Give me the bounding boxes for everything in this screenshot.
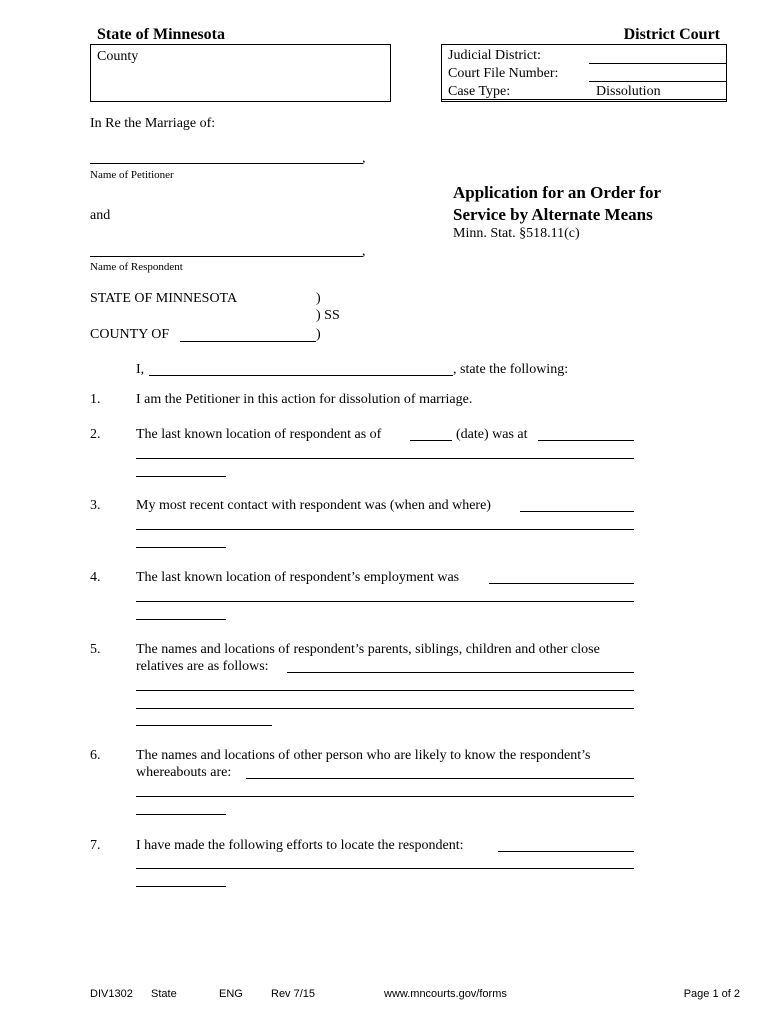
answer-line[interactable] bbox=[136, 814, 226, 815]
county-label: County bbox=[97, 49, 139, 64]
respondent-label: Name of Respondent bbox=[90, 261, 183, 273]
item-text: The last known location of respondent’s employment was bbox=[136, 570, 460, 585]
item-number: 2. bbox=[90, 427, 101, 442]
last-known-location-field[interactable] bbox=[538, 440, 634, 441]
item-text: The last known location of respondent as of bbox=[136, 427, 382, 442]
item-number: 3. bbox=[90, 498, 101, 513]
item-text: The names and locations of respondent’s parents, siblings, children and other close bbox=[136, 642, 600, 657]
last-known-date-field[interactable] bbox=[410, 440, 452, 441]
item-text: whereabouts are: bbox=[136, 765, 232, 780]
doc-title-line2: Service by Alternate Means bbox=[453, 205, 653, 224]
doc-title-line1: Application for an Order for bbox=[453, 183, 662, 202]
answer-line[interactable] bbox=[489, 583, 634, 584]
item-number: 5. bbox=[90, 642, 101, 657]
statement-prefix: I, bbox=[136, 362, 145, 377]
footer-state: State bbox=[151, 988, 177, 1000]
item-text: I have made the following efforts to locate the respondent: bbox=[136, 838, 464, 853]
court-file-number-label: Court File Number: bbox=[448, 66, 559, 81]
answer-line[interactable] bbox=[136, 458, 634, 459]
petitioner-name-field[interactable] bbox=[90, 163, 363, 164]
footer-page-number: Page 1 of 2 bbox=[683, 988, 740, 1000]
statute-citation: Minn. Stat. §518.11(c) bbox=[453, 226, 580, 241]
item-number: 6. bbox=[90, 748, 101, 763]
answer-line[interactable] bbox=[136, 529, 634, 530]
answer-line[interactable] bbox=[520, 511, 634, 512]
answer-line[interactable] bbox=[136, 547, 226, 548]
court-file-number-field[interactable] bbox=[589, 81, 726, 82]
item-text: (date) was at bbox=[456, 427, 528, 442]
judicial-district-label: Judicial District: bbox=[448, 48, 541, 63]
county-field[interactable] bbox=[90, 44, 391, 102]
respondent-comma: , bbox=[362, 244, 366, 259]
answer-line[interactable] bbox=[136, 886, 226, 887]
and-label: and bbox=[90, 208, 111, 223]
venue-state: STATE OF MINNESOTA bbox=[90, 291, 238, 306]
answer-line[interactable] bbox=[136, 601, 634, 602]
case-info-box bbox=[441, 44, 727, 102]
case-type-label: Case Type: bbox=[448, 84, 511, 99]
answer-line[interactable] bbox=[287, 672, 634, 673]
answer-line[interactable] bbox=[136, 725, 272, 726]
footer-form-id: DIV1302 bbox=[90, 988, 133, 1000]
item-text: relatives are as follows: bbox=[136, 659, 269, 674]
court-title: District Court bbox=[623, 26, 720, 43]
case-type-divider bbox=[442, 99, 726, 100]
item-text: I am the Petitioner in this action for dissolution of marriage. bbox=[136, 392, 473, 407]
respondent-name-field[interactable] bbox=[90, 256, 363, 257]
statement-suffix: , state the following: bbox=[453, 362, 569, 377]
answer-line[interactable] bbox=[136, 619, 226, 620]
footer-lang: ENG bbox=[219, 988, 243, 1000]
petitioner-comma: , bbox=[362, 151, 366, 166]
answer-line[interactable] bbox=[136, 690, 634, 691]
answer-line[interactable] bbox=[498, 851, 634, 852]
answer-line[interactable] bbox=[136, 868, 634, 869]
judicial-district-field[interactable] bbox=[589, 63, 726, 64]
footer-rev: Rev 7/15 bbox=[271, 988, 316, 1000]
item-text: The names and locations of other person who are likely to know the respondent’s bbox=[136, 748, 591, 763]
affiant-name-field[interactable] bbox=[149, 375, 453, 376]
petitioner-label: Name of Petitioner bbox=[90, 169, 174, 181]
venue-paren-1: ) bbox=[316, 291, 321, 306]
item-number: 1. bbox=[90, 392, 101, 407]
answer-line[interactable] bbox=[246, 778, 634, 779]
venue-county-field[interactable] bbox=[180, 341, 316, 342]
venue-ss: ) SS bbox=[316, 308, 340, 323]
item-number: 7. bbox=[90, 838, 101, 853]
answer-line[interactable] bbox=[136, 708, 634, 709]
answer-line[interactable] bbox=[136, 796, 634, 797]
item-number: 4. bbox=[90, 570, 101, 585]
venue-paren-3: ) bbox=[316, 327, 321, 342]
answer-line[interactable] bbox=[136, 476, 226, 477]
case-type-value: Dissolution bbox=[596, 84, 661, 99]
in-re-label: In Re the Marriage of: bbox=[90, 116, 216, 131]
item-text: My most recent contact with respondent was (when and where) bbox=[136, 498, 491, 513]
footer-url[interactable]: www.mncourts.gov/forms bbox=[384, 988, 507, 1000]
venue-county-label: COUNTY OF bbox=[90, 327, 170, 342]
state-title: State of Minnesota bbox=[97, 26, 225, 43]
